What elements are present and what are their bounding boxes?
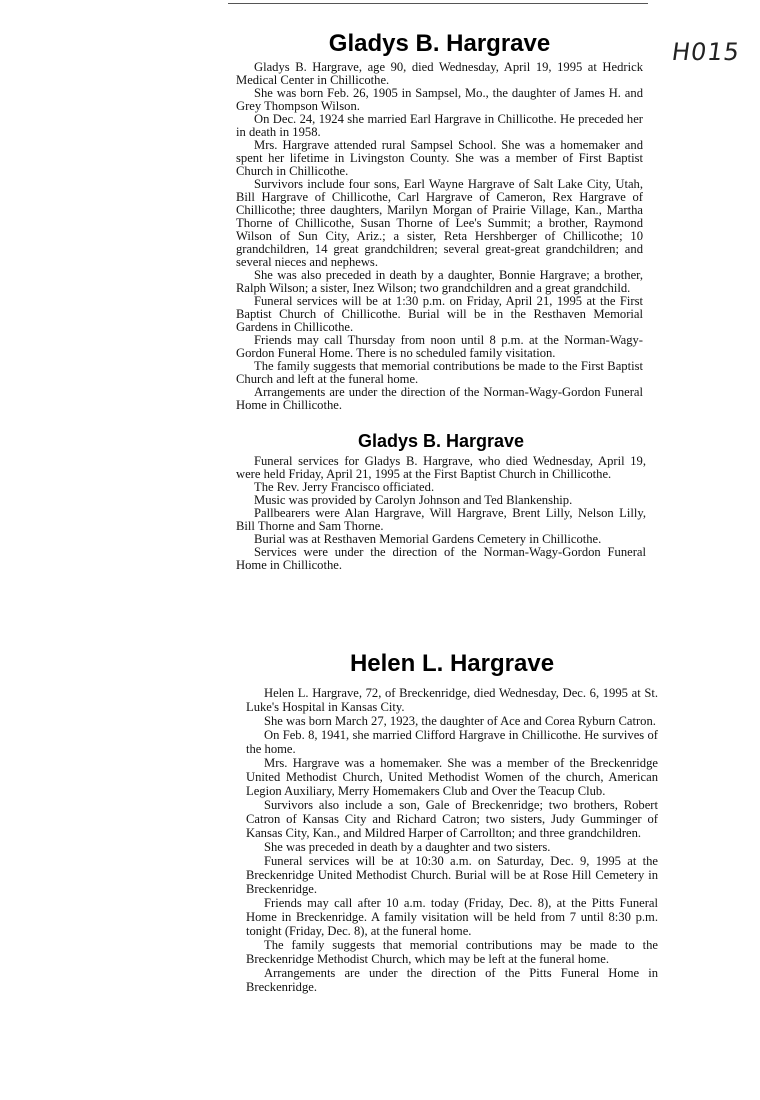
service-notice-paragraph: Services were under the direction of the Norman-Wagy-Gordon Funeral Home in Chillicothe. — [236, 545, 646, 572]
obituary-gladys-hargrave — [236, 30, 643, 412]
obituary-paragraph: She was also preceded in death by a daughter, Bonnie Hargrave; a brother, Ralph Wilson; a sister, Inez Wilson; two grandchildren and a great grandchild. — [236, 268, 643, 295]
obituary-paragraph: She was born March 27, 1923, the daughter of Ace and Corea Ryburn Catron. — [264, 714, 656, 728]
obituary-paragraph: She was preceded in death by a daughter and two sisters. — [264, 840, 551, 854]
obituary-paragraph: Arrangements are under the direction of the Pitts Funeral Home in Breckenridge. — [246, 966, 658, 994]
service-notice-paragraph: Music was provided by Carolyn Johnson and Ted Blankenship. — [254, 493, 573, 507]
obituary-paragraph: Funeral services will be at 1:30 p.m. on Friday, April 21, 1995 at the First Baptist Church of Chillicothe. Burial will be in the Resthaven Memorial Gardens in Chillicothe. — [236, 294, 643, 334]
service-notice-paragraph: The Rev. Jerry Francisco officiated. — [254, 480, 435, 494]
service-notice-headline: Gladys B. Hargrave — [357, 431, 525, 451]
obituary-paragraph: Helen L. Hargrave, 72, of Breckenridge, died Wednesday, Dec. 6, 1995 at St. Luke's Hospital in Kansas City. — [246, 686, 658, 714]
obituary-paragraph: Friends may call Thursday from noon until 8 p.m. at the Norman-Wagy-Gordon Funeral Home. There is no scheduled family visitation. — [236, 333, 643, 360]
obituary-paragraph: The family suggests that memorial contributions be made to the First Baptist Church and left at the funeral home. — [236, 359, 643, 386]
obituary-paragraph: On Feb. 8, 1941, she married Clifford Hargrave in Chillicothe. He survives of the home. — [246, 728, 658, 756]
service-notice-paragraph: Pallbearers were Alan Hargrave, Will Hargrave, Brent Lilly, Nelson Lilly, Bill Thorne and Sam Thorne. — [236, 506, 646, 533]
clipping-top-rule — [228, 3, 648, 4]
obituary-paragraph: Arrangements are under the direction of the Norman-Wagy-Gordon Funeral Home in Chillicothe. — [236, 385, 643, 412]
service-notice-paragraph: Burial was at Resthaven Memorial Gardens Cemetery in Chillicothe. — [254, 532, 602, 546]
obituary-headline: Gladys B. Hargrave — [328, 30, 551, 57]
obituary-paragraph: Survivors include four sons, Earl Wayne Hargrave of Salt Lake City, Utah, Bill Hargrave of Chillicothe, Carl Hargrave of Cameron, Rex Hargrave of Chillicothe; three daughters, Marilyn Morgan of Prairie Village, Kan., Martha Thorne of Chillicothe, Susan Thorne of Lee's Summit; a brother, Raymond Wilson of Sun City, Ariz.; a sister, Reta Hershberger of Chillicothe; 10 grandchildren, 14 great grandchildren; several great-great grandchildren; and several nieces and nephews. — [236, 177, 643, 269]
obituary-paragraph: On Dec. 24, 1924 she married Earl Hargrave in Chillicothe. He preceded her in death in 1958. — [236, 112, 643, 139]
service-notice-paragraph: Funeral services for Gladys B. Hargrave, who died Wednesday, April 19, were held Friday, April 21, 1995 at the First Baptist Church in Chillicothe. — [236, 454, 646, 481]
obituary-paragraph: Gladys B. Hargrave, age 90, died Wednesday, April 19, 1995 at Hedrick Medical Center in Chillicothe. — [236, 60, 643, 87]
obituary-paragraph: Friends may call after 10 a.m. today (Friday, Dec. 8), at the Pitts Funeral Home in Breckenridge. A family visitation will be held from 7 until 8:30 p.m. tonight (Friday, Dec. 8), at the funeral home. — [246, 896, 658, 938]
obituary-helen-hargrave — [246, 650, 658, 994]
handwritten-note: H015 — [670, 38, 742, 66]
service-notice-gladys-hargrave — [236, 430, 646, 572]
obituary-paragraph: Mrs. Hargrave was a homemaker. She was a member of the Breckenridge United Methodist Church, United Methodist Women of the church, American Legion Auxiliary, Merry Homemakers Club and Over the Teacup Club. — [246, 756, 658, 798]
obituary-paragraph: Mrs. Hargrave attended rural Sampsel School. She was a homemaker and spent her lifetime in Livingston County. She was a member of First Baptist Church in Chillicothe. — [236, 138, 643, 178]
obituary-paragraph: The family suggests that memorial contributions may be made to the Breckenridge Methodist Church, which may be left at the funeral home. — [246, 938, 658, 966]
obituary-headline: Helen L. Hargrave — [349, 650, 555, 677]
obituary-paragraph: She was born Feb. 26, 1905 in Sampsel, Mo., the daughter of James H. and Grey Thompson Wilson. — [236, 86, 643, 113]
obituary-paragraph: Funeral services will be at 10:30 a.m. on Saturday, Dec. 9, 1995 at the Breckenridge United Methodist Church. Burial will be at Rose Hill Cemetery in Breckenridge. — [246, 854, 658, 896]
obituary-paragraph: Survivors also include a son, Gale of Breckenridge; two brothers, Robert Catron of Kansas City and Richard Catron; two sisters, Judy Gumminger of Kansas City, Kan., and Mildred Harper of Carrollton; and three grandchildren. — [246, 798, 658, 840]
